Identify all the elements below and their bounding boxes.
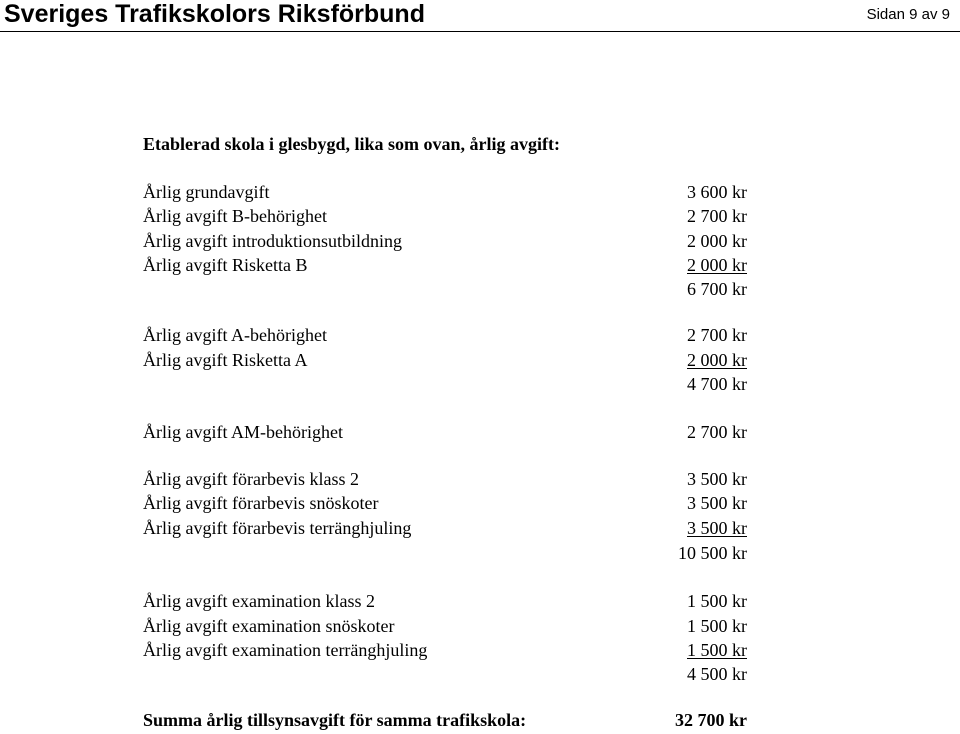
fee-label: Årlig grundavgift (143, 182, 270, 202)
fee-amount: 3 600 kr (687, 182, 747, 202)
total-amount: 32 700 kr (675, 710, 747, 730)
subtotal-amount: 4 700 kr (687, 374, 747, 394)
fee-label: Årlig avgift A-behörighet (143, 325, 327, 345)
fee-label: Årlig avgift AM-behörighet (143, 422, 343, 442)
fee-label: Årlig avgift förarbevis terränghjuling (143, 518, 412, 538)
fee-row (0, 204, 960, 228)
fee-label: Årlig avgift förarbevis klass 2 (143, 469, 359, 489)
fee-amount: 1 500 kr (687, 591, 747, 611)
fee-row (0, 638, 960, 662)
organization-title: Sveriges Trafikskolors Riksförbund (4, 0, 425, 28)
page-header (0, 0, 960, 34)
fee-label: Årlig avgift B-behörighet (143, 206, 327, 226)
subtotal-row (0, 541, 960, 565)
fee-amount: 2 700 kr (687, 206, 747, 226)
fee-row (0, 180, 960, 204)
section-heading: Etablerad skola i glesbygd, lika som ovan, årlig avgift: (143, 134, 561, 154)
fee-label: Årlig avgift Risketta A (143, 350, 308, 370)
subtotal-amount: 4 500 kr (687, 664, 747, 684)
fee-amount: 3 500 kr (687, 469, 747, 489)
subtotal-amount: 10 500 kr (678, 543, 747, 563)
fee-amount: 3 500 kr (687, 518, 747, 538)
fee-amount: 2 700 kr (687, 325, 747, 345)
fee-label: Årlig avgift förarbevis snöskoter (143, 493, 379, 513)
subtotal-row (0, 662, 960, 686)
fee-amount: 3 500 kr (687, 493, 747, 513)
fee-row (0, 491, 960, 515)
fee-row (0, 323, 960, 347)
fee-amount: 2 000 kr (687, 231, 747, 251)
fee-row (0, 589, 960, 613)
page-indicator: Sidan 9 av 9 (866, 6, 950, 23)
fee-row (0, 614, 960, 638)
fee-label: Årlig avgift Risketta B (143, 255, 308, 275)
subtotal-row (0, 277, 960, 301)
header-divider (0, 31, 960, 32)
fee-row (0, 348, 960, 372)
fee-row (0, 467, 960, 491)
fee-row (0, 253, 960, 277)
subtotal-amount: 6 700 kr (687, 279, 747, 299)
fee-amount: 2 000 kr (687, 255, 747, 275)
fee-row (0, 516, 960, 540)
fee-label: Årlig avgift examination snöskoter (143, 616, 395, 636)
fee-amount: 1 500 kr (687, 616, 747, 636)
fee-amount: 2 000 kr (687, 350, 747, 370)
fee-label: Årlig avgift examination klass 2 (143, 591, 375, 611)
fee-row (0, 229, 960, 253)
subtotal-row (0, 372, 960, 396)
fee-label: Årlig avgift introduktionsutbildning (143, 231, 402, 251)
fee-amount: 2 700 kr (687, 422, 747, 442)
total-row (0, 708, 960, 732)
fee-label: Årlig avgift examination terränghjuling (143, 640, 428, 660)
fee-row (0, 420, 960, 444)
fee-amount: 1 500 kr (687, 640, 747, 660)
total-label: Summa årlig tillsynsavgift för samma trafikskola: (143, 710, 527, 730)
